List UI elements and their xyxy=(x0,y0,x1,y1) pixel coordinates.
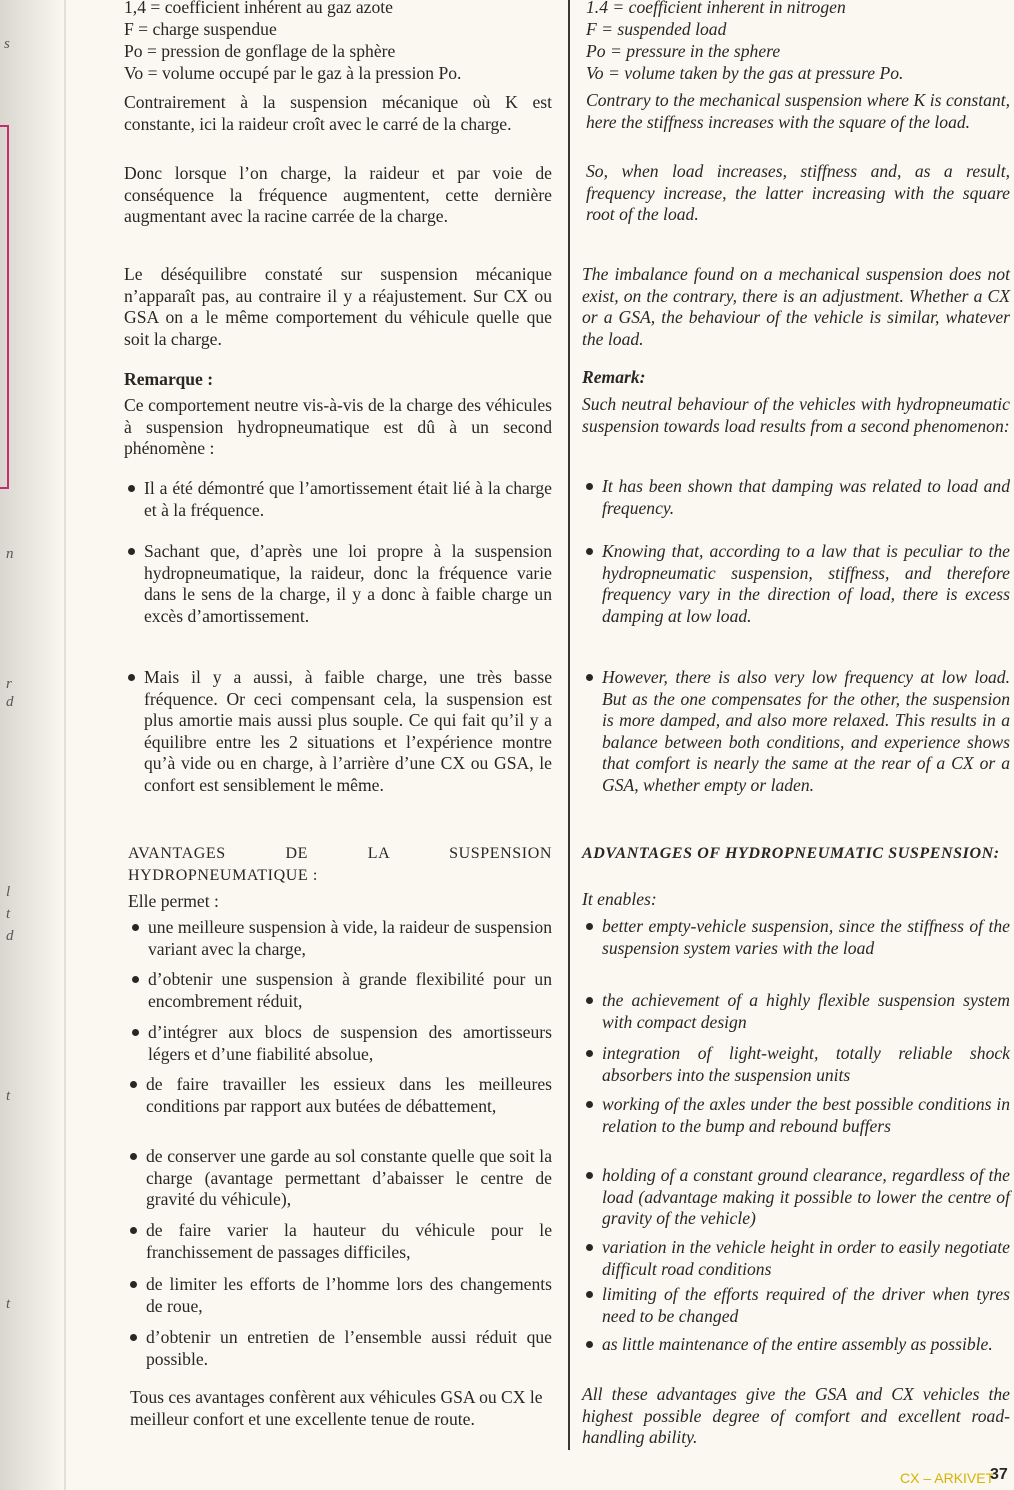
bullet-icon xyxy=(586,483,593,490)
list-item xyxy=(126,1146,552,1211)
advantages-heading: ADVANTAGES OF HYDROPNEUMATIC SUSPENSION: xyxy=(582,845,1000,862)
formula-line: Vo = volume occupé par le gaz à la pression Po. xyxy=(124,63,462,83)
bullet-icon xyxy=(130,1227,137,1234)
paragraph-imbalance: Le déséquilibre constaté sur suspension mécanique n’apparaît pas, au contraire il y a réajustement. Sur CX ou GSA on a le même comportement du véhicule quelle que soit la charge. xyxy=(124,264,552,349)
paragraph-imbalance: The imbalance found on a mechanical suspension does not exist, on the contrary, there is an adjustment. Whether a CX or a GSA, the behaviour of the vehicle is similar, whatever the load. xyxy=(582,264,1010,349)
bullet-icon xyxy=(586,548,593,555)
list-item-text: working of the axles under the best possible conditions in relation to the bump and rebound buffers xyxy=(602,1094,1010,1136)
list-item xyxy=(126,1220,552,1263)
binding-gutter xyxy=(0,0,66,1490)
bullet-icon xyxy=(586,923,593,930)
list-item xyxy=(124,478,552,521)
bullet-icon xyxy=(130,1153,137,1160)
list-item xyxy=(128,917,552,960)
bullet-icon xyxy=(586,1050,593,1057)
bullet-icon xyxy=(586,1341,593,1348)
gutter-edge xyxy=(64,0,66,1490)
bullet-icon xyxy=(586,1244,593,1251)
gutter-mark: r xyxy=(6,676,12,692)
gutter-mark: d xyxy=(6,928,14,944)
formula-line: Vo = volume taken by the gas at pressure Po. xyxy=(586,63,904,83)
gutter-mark: s xyxy=(4,36,10,52)
list-item-text: d’intégrer aux blocs de suspension des amortisseurs légers et d’une fiabilité absolue, xyxy=(148,1022,552,1064)
bullet-icon xyxy=(132,976,139,983)
list-item xyxy=(582,1165,1010,1230)
paragraph-frequency: So, when load increases, stiffness and, as a result, frequency increase, the latter increasing with the square root of the load. xyxy=(586,161,1010,225)
bullet-icon xyxy=(130,1334,137,1341)
list-item-text: However, there is also very low frequency at low load. But as the one compensates for the other, the suspension is more damped, and also more relaxed. This results in a balance between both conditions, and experience shows that comfort is nearly the same at the rear of a CX or a GSA, whether empty or laden. xyxy=(602,667,1010,795)
gutter-mark: t xyxy=(6,906,11,922)
formula-line: 1,4 = coefficient inhérent au gaz azote xyxy=(124,0,393,17)
conclusion: Tous ces avantages confèrent aux véhicules GSA ou CX le meilleur confort et une excellente tenue de route. xyxy=(130,1387,543,1429)
list-item-text: Sachant que, d’après une loi propre à la suspension hydropneumatique, la raideur, donc la fréquence varie dans le sens de la charge, il y a donc à faible charge un excès d’amortissement. xyxy=(144,541,552,626)
list-item xyxy=(582,1284,1010,1327)
page-number: 37 xyxy=(990,1466,1008,1483)
formula-line: Po = pressure in the sphere xyxy=(586,41,781,61)
remark-text: Such neutral behaviour of the vehicles with hydropneumatic suspension towards load results from a second phenomenon: xyxy=(582,394,1010,436)
conclusion: All these advantages give the GSA and CX vehicles the highest possible degree of comfort and excellent road-handling ability. xyxy=(582,1384,1010,1448)
list-item xyxy=(128,1022,552,1065)
paragraph-stiffness: Contrairement à la suspension mécanique où K est constante, ici la raideur croît avec le carré de la charge. xyxy=(124,92,552,134)
list-item-text: d’obtenir un entretien de l’ensemble aussi réduit que possible. xyxy=(146,1327,552,1369)
list-item-text: as little maintenance of the entire assembly as possible. xyxy=(602,1334,993,1354)
list-item-text: Knowing that, according to a law that is peculiar to the hydropneumatic suspension, stiffness, and therefore frequency vary in the direction of load, there is excess damping at low load. xyxy=(602,541,1010,626)
list-item xyxy=(582,1094,1010,1137)
list-item-text: limiting of the efforts required of the driver when tyres need to be changed xyxy=(602,1284,1010,1326)
advantages-heading: AVANTAGES DE LA SUSPENSION HYDROPNEUMATIQUE : xyxy=(128,845,552,884)
list-item xyxy=(582,1043,1010,1086)
watermark: CX – ARKIVET xyxy=(900,1470,995,1486)
list-item-text: better empty-vehicle suspension, since the stiffness of the suspension system varies with the load xyxy=(602,916,1010,958)
list-item-text: integration of light-weight, totally reliable shock absorbers into the suspension units xyxy=(602,1043,1010,1085)
list-item xyxy=(582,541,1010,627)
list-item-text: It has been shown that damping was related to load and frequency. xyxy=(602,476,1010,518)
list-item xyxy=(582,1334,1010,1356)
bullet-icon xyxy=(132,1029,139,1036)
paragraph-stiffness: Contrary to the mechanical suspension where K is constant, here the stiffness increases with the square of the load. xyxy=(586,90,1010,132)
gutter-mark: t xyxy=(6,1296,11,1312)
gutter-mark: t xyxy=(6,1088,11,1104)
paragraph-frequency: Donc lorsque l’on charge, la raideur et par voie de conséquence la fréquence augmentent, cette dernière augmentant avec la racine carrée de la charge. xyxy=(124,163,552,227)
list-item-text: de limiter les efforts de l’homme lors des changements de roue, xyxy=(146,1274,552,1316)
list-item xyxy=(582,916,1010,959)
bullet-icon xyxy=(128,674,135,681)
bullet-icon xyxy=(586,997,593,1004)
formula-line: Po = pression de gonflage de la sphère xyxy=(124,41,396,61)
list-item-text: de conserver une garde au sol constante quelle que soit la charge (avantage permettant d’abaisser le centre de gravité du véhicule), xyxy=(146,1146,552,1210)
list-item xyxy=(124,667,552,797)
list-item-text: de faire varier la hauteur du véhicule pour le franchissement de passages difficiles, xyxy=(146,1220,552,1262)
list-item-text: Il a été démontré que l’amortissement était lié à la charge et à la fréquence. xyxy=(144,478,552,520)
formula-line: 1.4 = coefficient inherent in nitrogen xyxy=(586,0,846,17)
bullet-icon xyxy=(128,548,135,555)
advantages-intro: Elle permet : xyxy=(128,891,219,911)
list-item xyxy=(124,541,552,627)
list-item-text: de faire travailler les essieux dans les meilleures conditions par rapport aux butées de débattement, xyxy=(146,1074,552,1116)
gutter-mark: n xyxy=(6,546,14,562)
list-item xyxy=(582,990,1010,1033)
gutter-mark: l xyxy=(6,884,11,900)
pink-margin-bracket xyxy=(0,125,9,489)
remark-text: Ce comportement neutre vis-à-vis de la charge des véhicules à suspension hydropneumatique est dû à un second phénomène : xyxy=(124,395,552,459)
bullet-icon xyxy=(586,1291,593,1298)
column-divider xyxy=(568,0,570,1450)
list-item-text: d’obtenir une suspension à grande flexibilité pour un encombrement réduit, xyxy=(148,969,552,1011)
gutter-mark: d xyxy=(6,694,14,710)
bullet-icon xyxy=(130,1081,137,1088)
list-item-text: une meilleure suspension à vide, la raideur de suspension variant avec la charge, xyxy=(148,917,552,959)
list-item-text: Mais il y a aussi, à faible charge, une très basse fréquence. Or ceci compensant cela, la suspension est plus amortie mais aussi plus souple. Ce qui fait qu’il y a équilibre entre les 2 situations et l’expérience montre qu’à vide ou en charge, à l’arrière d’une CX ou GSA, le confort est sensiblement le même. xyxy=(144,667,552,795)
bullet-icon xyxy=(130,1281,137,1288)
list-item xyxy=(126,1074,552,1117)
list-item xyxy=(582,476,1010,519)
list-item-text: the achievement of a highly flexible suspension system with compact design xyxy=(602,990,1010,1032)
bullet-icon xyxy=(586,1172,593,1179)
remark-heading: Remarque : xyxy=(124,369,214,389)
bullet-icon xyxy=(128,485,135,492)
list-item xyxy=(582,667,1010,797)
advantages-intro: It enables: xyxy=(582,889,657,909)
bullet-icon xyxy=(132,924,139,931)
formula-line: F = charge suspendue xyxy=(124,19,277,39)
bullet-icon xyxy=(586,1101,593,1108)
list-item-text: variation in the vehicle height in order to easily negotiate difficult road conditions xyxy=(602,1237,1010,1279)
list-item xyxy=(582,1237,1010,1280)
list-item xyxy=(128,969,552,1012)
list-item xyxy=(126,1274,552,1317)
bullet-icon xyxy=(586,674,593,681)
remark-heading: Remark: xyxy=(582,367,646,387)
list-item-text: holding of a constant ground clearance, regardless of the load (advantage making it possible to lower the centre of gravity of the vehicle) xyxy=(602,1165,1010,1229)
formula-line: F = suspended load xyxy=(586,19,727,39)
list-item xyxy=(126,1327,552,1370)
